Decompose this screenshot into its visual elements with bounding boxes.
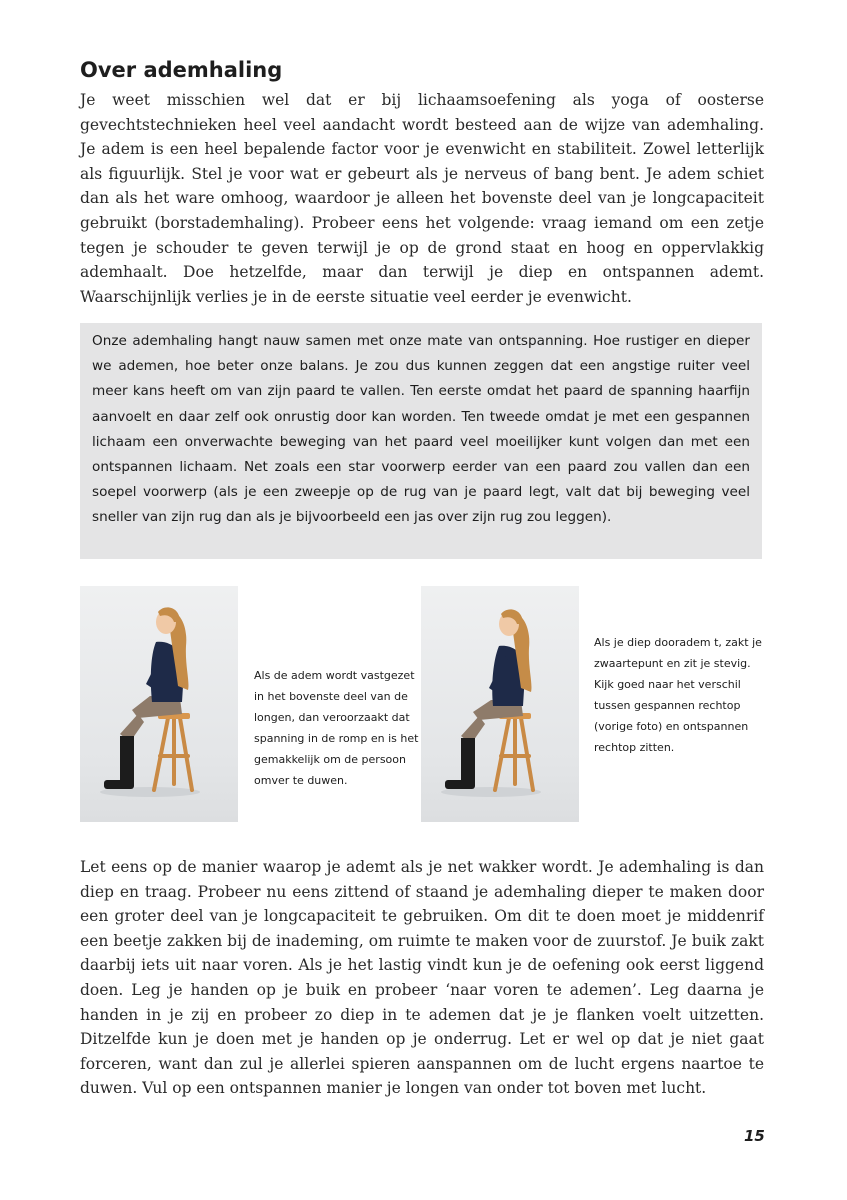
- photo-tense-posture: [80, 586, 238, 822]
- page-number: 15: [744, 1127, 765, 1145]
- photo-relaxed-posture: [421, 586, 579, 822]
- intro-paragraph: Je weet misschien wel dat er bij lichaamsoefening als yoga of oosterse gevechtstechnieken heel veel aandacht wordt besteed aan de wijze van ademhaling. Je adem is een heel bepalende factor voor je evenwicht en stabiliteit. Zowel letterlijk als figuurlijk. Stel je voor wat er gebeurt als je nerveus of bang bent. Je adem schiet dan als het ware omhoog, waardoor je alleen het bovenste deel van je longcapaciteit gebruikt (borstademhaling). Probeer eens het volgende: vraag iemand om een zetje tegen je schouder te geven terwijl je op de grond staat en hoog en oppervlakkig ademhaalt. Doe hetzelfde, maar dan terwijl je diep en ontspannen ademt. Waarschijnlijk verlies je in de eerste situatie veel eerder je evenwicht.: [80, 91, 764, 306]
- section-heading: Over ademhaling: [80, 58, 283, 82]
- photo-caption-tense: Als de adem wordt vastgezet in het bovenste deel van de longen, dan veroorzaakt dat spanning in de romp en is het gemakkelijk om de persoon omver te duwen.: [254, 669, 419, 787]
- closing-paragraph: Let eens op de manier waarop je ademt als je net wakker wordt. Je ademhaling is dan diep en traag. Probeer nu eens zittend of staand je ademhaling dieper te maken door een groter deel van je longcapaciteit te gebruiken. Om dit te doen moet je middenrif een beetje zakken bij de inademing, om ruimte te maken voor de zuurstof. Je buik zakt daarbij iets uit naar voren. Als je het lastig vindt kun je de oefening ook eerst liggend doen. Leg je handen op je buik en probeer ‘naar voren te ademen’. Leg daarna je handen in je zij en probeer zo diep in te ademen dat je je flanken voelt uitzetten. Ditzelfde kun je doen met je handen op je onderrug. Let er wel op dat je niet gaat forceren, want dan zul je allerlei spieren aanspannen om de lucht ergens naartoe te duwen. Vul op een ontspannen manier je longen van onder tot boven met lucht.: [80, 858, 764, 1098]
- highlight-box: [80, 323, 762, 559]
- photo-caption-relaxed: Als je diep dooradem t, zakt je zwaartepunt en zit je stevig. Kijk goed naar het verschil tussen gespannen rechtop (vorige foto) en ontspannen rechtop zitten.: [594, 636, 762, 754]
- highlight-box-text: Onze ademhaling hangt nauw samen met onze mate van ontspanning. Hoe rustiger en dieper we ademen, hoe beter onze balans. Je zou dus kunnen zeggen dat een angstige ruiter veel meer kans heeft om van zijn paard te vallen. Ten eerste omdat het paard de spanning haarfijn aanvoelt en daar zelf ook onrustig door kan worden. Ten tweede omdat je met een gespannen lichaam een onverwachte beweging van het paard veel moeilijker kunt volgen dan met een ontspannen lichaam. Net zoals een star voorwerp eerder van een paard zou vallen dan een soepel voorwerp (als je een zweepje op de rug van je paard legt, valt dat bij beweging veel sneller van zijn rug dan als je bijvoorbeeld een jas over zijn rug zou leggen).: [92, 333, 750, 526]
